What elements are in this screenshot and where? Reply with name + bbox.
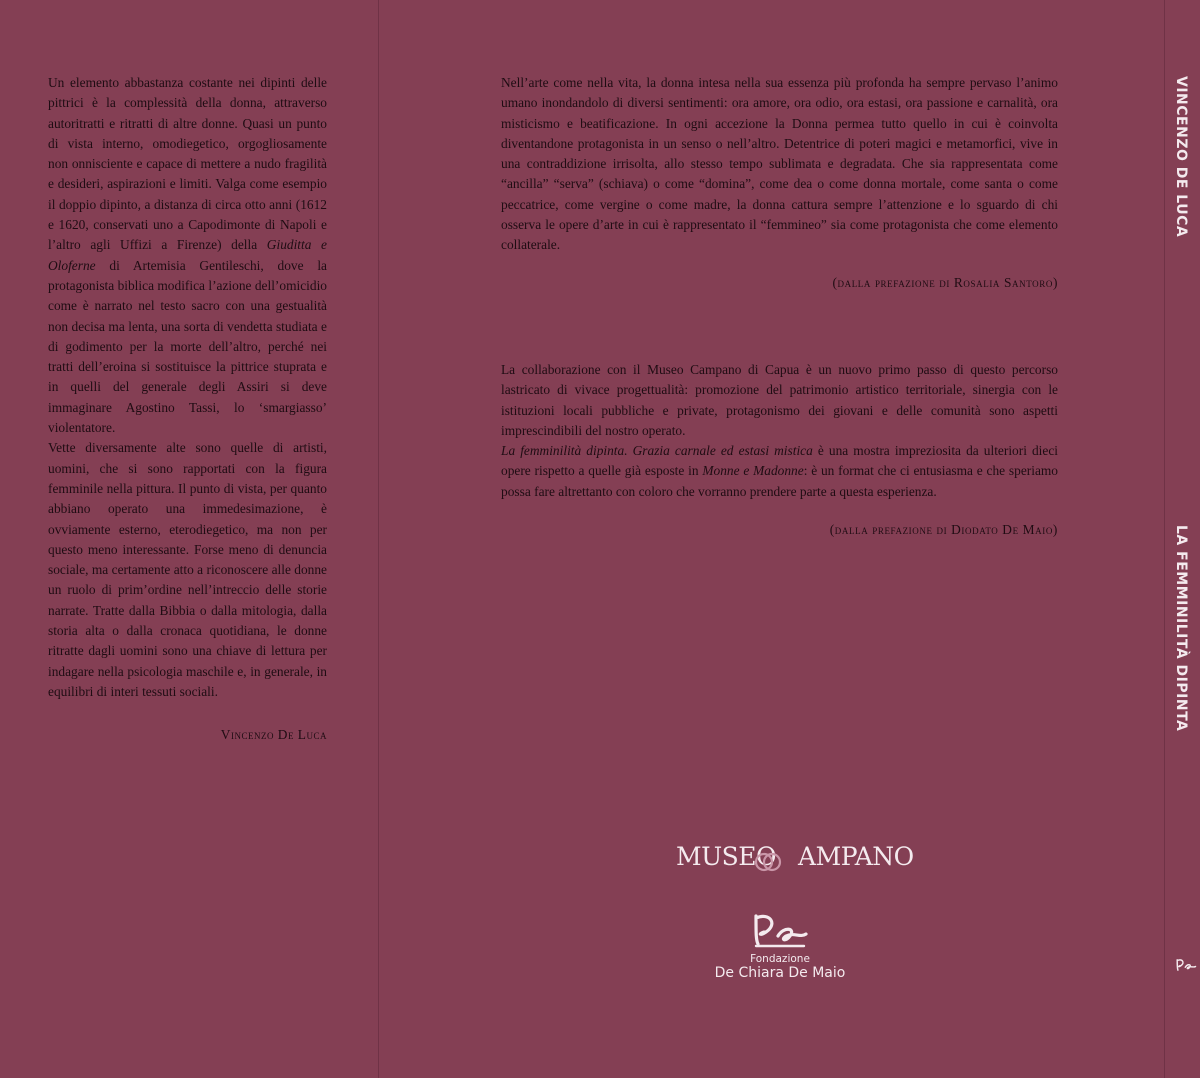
flap-paragraph-1-part-b: di Artemisia Gentileschi, dove la protagonista biblica modifica l’azione dell’omicidio come è narrato nel testo sacro con una gestualità non decisa ma lenta, una sorta di vendetta studiata e di godimento per la morte dell’altro, perché nei tratti dell’eroina si sostituisce la pittrice stuprata e in quelli del generale degli Assiri si deve immaginare Agostino Tassi, lo ‘smargiasso’ violentatore.	[48, 257, 327, 436]
spine-fold-line	[1164, 0, 1165, 1078]
back-cover-block-1	[501, 73, 1058, 293]
museo-c-icon	[754, 846, 782, 874]
left-flap-text	[48, 73, 327, 746]
flap-paragraph-1	[48, 73, 327, 438]
logo-word-campano: AMPANO	[798, 842, 914, 871]
fondazione-name: De Chiara De Maio	[714, 965, 846, 981]
back-cover-block-2	[501, 360, 1058, 540]
flap-paragraph-2: Vette diversamente alte sono quelle di artisti, uomini, che si sono rapportati con la figura femminile nella pittura. Il punto di vista, per quanto abbiano operato una immedesimazione, è ovviamente esterno, eterodiegetico, ma non per questo meno interessante. Forse meno di denuncia sociale, ma certamente atto a riconoscere alle donne un ruolo di prim’ordine nell’intreccio delle storie narrate. Tratte dalla Bibbia o dalla mitologia, dalla storia alta o dalla cronaca quotidiana, le donne ritratte dagli uomini sono una chiave di lettura per indagare nella psicologia maschile e, in generale, in equilibri di interi tessuti sociali.	[48, 440, 327, 699]
spine-author: VINCENZO DE LUCA	[1173, 76, 1189, 238]
fondazione-monogram-icon	[750, 910, 810, 950]
preface-excerpt-1: Nell’arte come nella vita, la donna intesa nella sua essenza più profonda ha sempre pervaso l’animo umano inondandolo di diversi sentimenti: ora amore, ora odio, ora estasi, ora passione e carnalità, ora misticismo e beatificazione. In ogni accezione la Donna permea tutto quello in cui è coinvolta diventandone protagonista in un senso o nell’altro. Detentrice di poteri magici e metamorfici, vive in una contraddizione irrisolta, allo stesso tempo sublimata e degradata. Che sia rappresentata come “ancilla” “serva” (schiava) o come “domina”, come dea o come donna mortale, come santa o come peccatrice, come vergine o come madre, la donna cattura sempre l’attenzione e lo sguardo di chi osserva le opere d’arte in cui è rappresentato il “femmineo” sia come protagonista che come elemento collaterale.	[501, 75, 1058, 253]
flap-paragraph-1-part-a: Un elemento abbastanza costante nei dipinti delle pittrici è la complessità della donna, attraverso autoritratti e ritratti di altre donne. Quasi un punto di vista interno, omodiegetico, orgogliosamente non onnisciente e capace di mettere a nudo fragilità e desideri, aspirazioni e limiti. Valga come esempio il doppio dipinto, a distanza di circa otto anni (1612 e 1620, conservati uno a Capodimonte di Napoli e l’altro agli Uffizi a Firenze) della	[48, 75, 327, 253]
flap-signature: Vincenzo De Luca	[220, 727, 327, 743]
logo-word-museo: MUSEO	[676, 842, 777, 871]
excerpt-2-middle: è una mostra impreziosita da ulteriori dieci opere rispetto a quelle già esposte in	[501, 443, 1058, 479]
fondazione-label: Fondazione	[750, 953, 810, 965]
spine-title: LA FEMMINILITÀ DIPINTA	[1173, 525, 1189, 732]
fondazione-logo	[700, 910, 860, 982]
preface-excerpt-2: La collaborazione con il Museo Campano di Capua è un nuovo primo passo di questo percorso lastricato di vivace progettualità: promozione del patrimonio artistico territoriale, sinergia con le istituzioni locali pubbliche e private, protagonismo dei giovani e delle comunità sono aspetti imprescindibili del nostro operato.	[501, 362, 1058, 438]
preface-excerpt-2-continued	[501, 441, 1058, 502]
excerpt-2-end: : è un format che ci entusiasma e che speriamo possa fare altrettanto con coloro che vorranno prendere parte a questa esperienza.	[501, 463, 1058, 499]
spine-monogram-icon	[1175, 957, 1197, 973]
artwork-title: Giuditta e Oloferne	[48, 237, 327, 273]
museo-campano-logo	[676, 842, 914, 871]
flap-fold-line	[378, 0, 379, 1078]
exhibition-title: La femminilità dipinta. Grazia carnale ed estasi mistica	[501, 443, 813, 459]
preface-attribution-2: (dalla prefazione di Diodato De Maio)	[829, 522, 1058, 538]
previous-exhibition-title: Monne e Madonne	[702, 463, 804, 479]
preface-attribution-1: (dalla prefazione di Rosalia Santoro)	[832, 274, 1058, 290]
